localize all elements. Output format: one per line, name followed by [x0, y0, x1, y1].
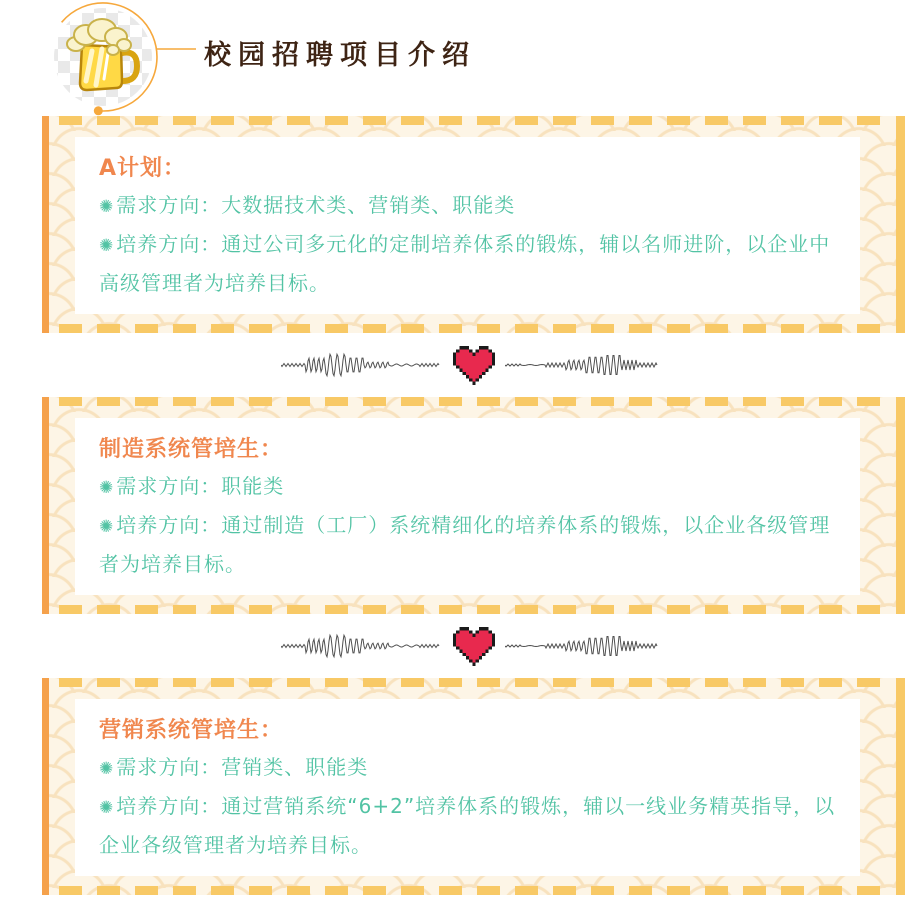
- ring-dot: [94, 106, 103, 115]
- card-dashed-border-top: [59, 678, 886, 687]
- card-dashed-border-top: [59, 397, 886, 406]
- wave-right-icon: [505, 350, 667, 380]
- card-right-bar: [896, 116, 905, 333]
- card-frame: [49, 116, 896, 333]
- card-line: [99, 788, 836, 864]
- card-line-text: 培养方向：通过公司多元化的定制培养体系的锻炼，辅以名师进阶，以企业中高级管理者为培养目标。: [99, 232, 831, 295]
- divider: [42, 614, 905, 678]
- card-line: [99, 507, 836, 583]
- card-body: [75, 418, 860, 595]
- card-marketing: [42, 678, 905, 895]
- card-dashed-border-bottom: [59, 886, 886, 895]
- card-frame: [49, 397, 896, 614]
- sun-bullet-icon: ✺: [99, 236, 115, 256]
- card-title: 营销系统管培生：: [99, 718, 284, 743]
- card-line-text: 培养方向：通过制造（工厂）系统精细化的培养体系的锻炼，以企业各级管理者为培养目标。: [99, 513, 831, 576]
- card-line: [99, 468, 836, 507]
- card-line: [99, 226, 836, 302]
- card-body: [75, 137, 860, 314]
- pixel-heart-icon: [453, 627, 495, 666]
- sun-bullet-icon: ✺: [99, 798, 115, 818]
- card-frame: [49, 678, 896, 895]
- card-dashed-border-top: [59, 116, 886, 125]
- card-right-bar: [896, 397, 905, 614]
- header-emblem: [46, 1, 198, 121]
- card-right-bar: [896, 678, 905, 895]
- header: [0, 0, 915, 116]
- card-left-bar: [42, 116, 49, 333]
- card-dashed-border-bottom: [59, 324, 886, 333]
- wave-left-icon: [281, 631, 443, 661]
- card-line: [99, 187, 836, 226]
- sun-bullet-icon: ✺: [99, 759, 115, 779]
- card-left-bar: [42, 397, 49, 614]
- wave-right-icon: [505, 631, 667, 661]
- page-title: 校园招聘项目介绍: [204, 39, 476, 71]
- card-line-text: 培养方向：通过营销系统“6+2”培养体系的锻炼，辅以一线业务精英指导，以企业各级管理者为培养目标。: [99, 794, 836, 857]
- card-plan-a: [42, 116, 905, 333]
- card-body: [75, 699, 860, 876]
- sun-bullet-icon: ✺: [99, 517, 115, 537]
- card-dashed-border-bottom: [59, 605, 886, 614]
- sun-bullet-icon: ✺: [99, 197, 115, 217]
- beer-mug-icon: [54, 8, 152, 106]
- wave-left-icon: [281, 350, 443, 380]
- card-line-text: 需求方向：职能类: [116, 474, 285, 498]
- card-left-bar: [42, 678, 49, 895]
- divider: [42, 333, 905, 397]
- card-line-text: 需求方向：营销类、职能类: [116, 755, 369, 779]
- content: [0, 116, 915, 895]
- card-title: 制造系统管培生：: [99, 437, 284, 462]
- card-title: A计划：: [99, 156, 187, 181]
- sun-bullet-icon: ✺: [99, 478, 115, 498]
- card-line-text: 需求方向：大数据技术类、营销类、职能类: [116, 193, 516, 217]
- card-line: [99, 749, 836, 788]
- pixel-heart-icon: [453, 346, 495, 385]
- card-manufacturing: [42, 397, 905, 614]
